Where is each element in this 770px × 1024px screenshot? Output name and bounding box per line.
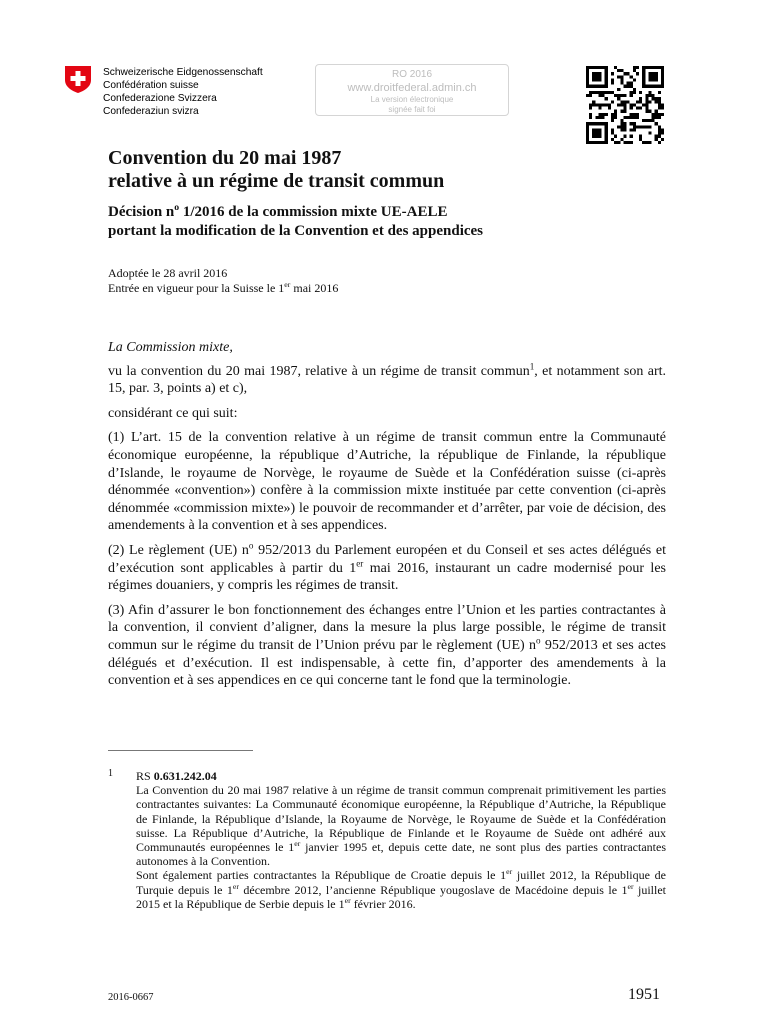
stamp-note-2: signée fait foi [388, 105, 436, 114]
footnote-rs[interactable] [136, 769, 666, 783]
considerant-line: considérant ce qui suit: [108, 405, 238, 421]
decision-line-2: portant la modification de la Convention et des appendices [108, 223, 484, 239]
fn-text-1-post: janvier 1995 et, depuis cette date, ne sont plus des parties contractantes autonomes à la Convention. [136, 840, 666, 869]
decision-heading [108, 203, 483, 241]
footnote-divider [108, 750, 253, 751]
recital-2-sup-2: er [356, 557, 364, 568]
fn-sup-2c: er [627, 881, 634, 891]
qr-code-icon [586, 66, 664, 144]
fn-text-2a: Sont également parties contractantes la République de Croatie depuis le 1 [136, 868, 507, 883]
fn-sup-1: er [294, 839, 301, 849]
adopted-date: Adoptée le 28 avril 2016 [108, 266, 228, 280]
recital-3-text-a: (3) Afin d’assurer le bon fonctionnement des échanges entre l’Union et les parties contractantes à la convention, il convient d’aligner, dans la mesure la plus large possible, le régime de transit commun sur le régime du transit de l’Union prévu par le règlement (UE) n [108, 602, 666, 653]
stamp-ro: RO 2016 [391, 69, 433, 80]
title-line-1: Convention du 20 mai 1987 [108, 147, 342, 169]
stamp-note-1: La version électronique [370, 95, 454, 104]
entry-text-post: mai 2016 [290, 281, 339, 295]
document-id: 2016-0667 [108, 992, 154, 1003]
decision-text: Décision n [108, 204, 175, 220]
recital-2-text-b: 952/2013 du Parlement européen et du Conseil et ses actes délégués et d’exécution sont applicables à partir du 1 [108, 542, 666, 576]
entry-text: Entrée en vigueur pour la Suisse le 1 [108, 281, 285, 295]
stamp-url: www.droitfederal.admin.ch [347, 82, 477, 94]
vu-text-post: , et notamment son art. 15, par. 3, points a) et c), [108, 363, 666, 397]
footnote-text-1 [136, 783, 666, 868]
fn-text-1: La Convention du 20 mai 1987 relative à un régime de transit commun comprenait primitivement les parties contractantes suivantes: La Communauté économique européenne, la République d’Autriche, la République de Finlande, la République d’Islande, la Royaume de Norvège, le Royaume de Suède et la Confédération suisse. La République d’Autriche, la République de Finlande et le Royaume de Suède ont adhéré aux Communautés européennes le 1 [136, 783, 666, 855]
recital-2 [108, 542, 666, 595]
page-title [108, 147, 444, 193]
confederation-name-de: Schweizerische Eidgenossenschaft [103, 67, 263, 78]
decision-line-1 [108, 203, 483, 222]
swiss-coat-of-arms-icon [63, 64, 93, 94]
entry-sup: er [284, 280, 291, 289]
vu-text: vu la convention du 20 mai 1987, relative à un régime de transit commun [108, 363, 530, 379]
page-number: 1951 [628, 986, 660, 1003]
official-publication-stamp [315, 64, 509, 116]
vu-paragraph [108, 360, 666, 398]
decision-sup: o [174, 202, 180, 213]
footnote-ref-1[interactable]: 1 [529, 360, 535, 371]
fn-sup-2d: er [344, 895, 351, 905]
main-text [108, 339, 666, 697]
title-line-2: relative à un régime de transit commun [108, 170, 445, 192]
adoption-dates [108, 266, 338, 296]
confederation-names [103, 66, 263, 118]
entry-into-force [108, 281, 338, 296]
intro-line: La Commission mixte, [108, 340, 233, 355]
rs-label: RS [136, 769, 154, 783]
recital-3-sup: o [536, 635, 541, 646]
fn-text-2e: février 2016. [350, 896, 416, 911]
recital-2-sup-1: o [248, 540, 254, 551]
footnote-number: 1 [108, 768, 113, 779]
fn-text-2c: décembre 2012, l’ancienne République yougoslave de Macédoine depuis le 1 [238, 882, 628, 897]
footnote [136, 769, 666, 911]
recital-3-text-b: 952/2013 et ses actes délégués et d’exécution. Il est indispensable, à cette fin, d’apporter des amendements à la convention et à ses appendices en ce qui concerne tant le fond que la terminologie. [108, 637, 666, 689]
fn-text-2d: juillet 2015 et la République de Serbie depuis le 1 [136, 882, 666, 911]
rs-number[interactable]: 0.631.242.04 [153, 769, 217, 783]
recital-2-text-a: (2) Le règlement (UE) n [108, 542, 249, 558]
recital-3 [108, 602, 666, 690]
recital-2-text-c: mai 2016, instaurant un cadre modernisé pour les régimes douaniers, y compris les régimes de transit. [108, 560, 666, 594]
confederation-name-it: Confederazione Svizzera [103, 93, 217, 104]
footnote-text-2 [136, 868, 666, 911]
fn-sup-2a: er [506, 867, 513, 877]
decision-text-post: 1/2016 de la commission mixte UE-AELE [179, 204, 448, 220]
fn-text-2b: juillet 2012, la République de Turquie depuis le 1 [136, 868, 666, 897]
confederation-name-rm: Confederaziun svizra [103, 106, 199, 117]
fn-sup-2b: er [232, 881, 239, 891]
recital-1: (1) L’art. 15 de la convention relative à un régime de transit commun entre la Communauté économique européenne, la république d’Autriche, la république de Finlande, la république d’Islande, le royaume de Norvège, le royaume de Suède et la Confédération suisse (ci-après dénommée «convention») confère à la commission mixte instituée par cette convention (ci-après dénommée «commission mixte») le pouvoir de recommander et d’arrêter, par voie de décision, des amendements à la convention et à ses appendices. [108, 430, 666, 534]
confederation-name-fr: Confédération suisse [103, 80, 199, 91]
